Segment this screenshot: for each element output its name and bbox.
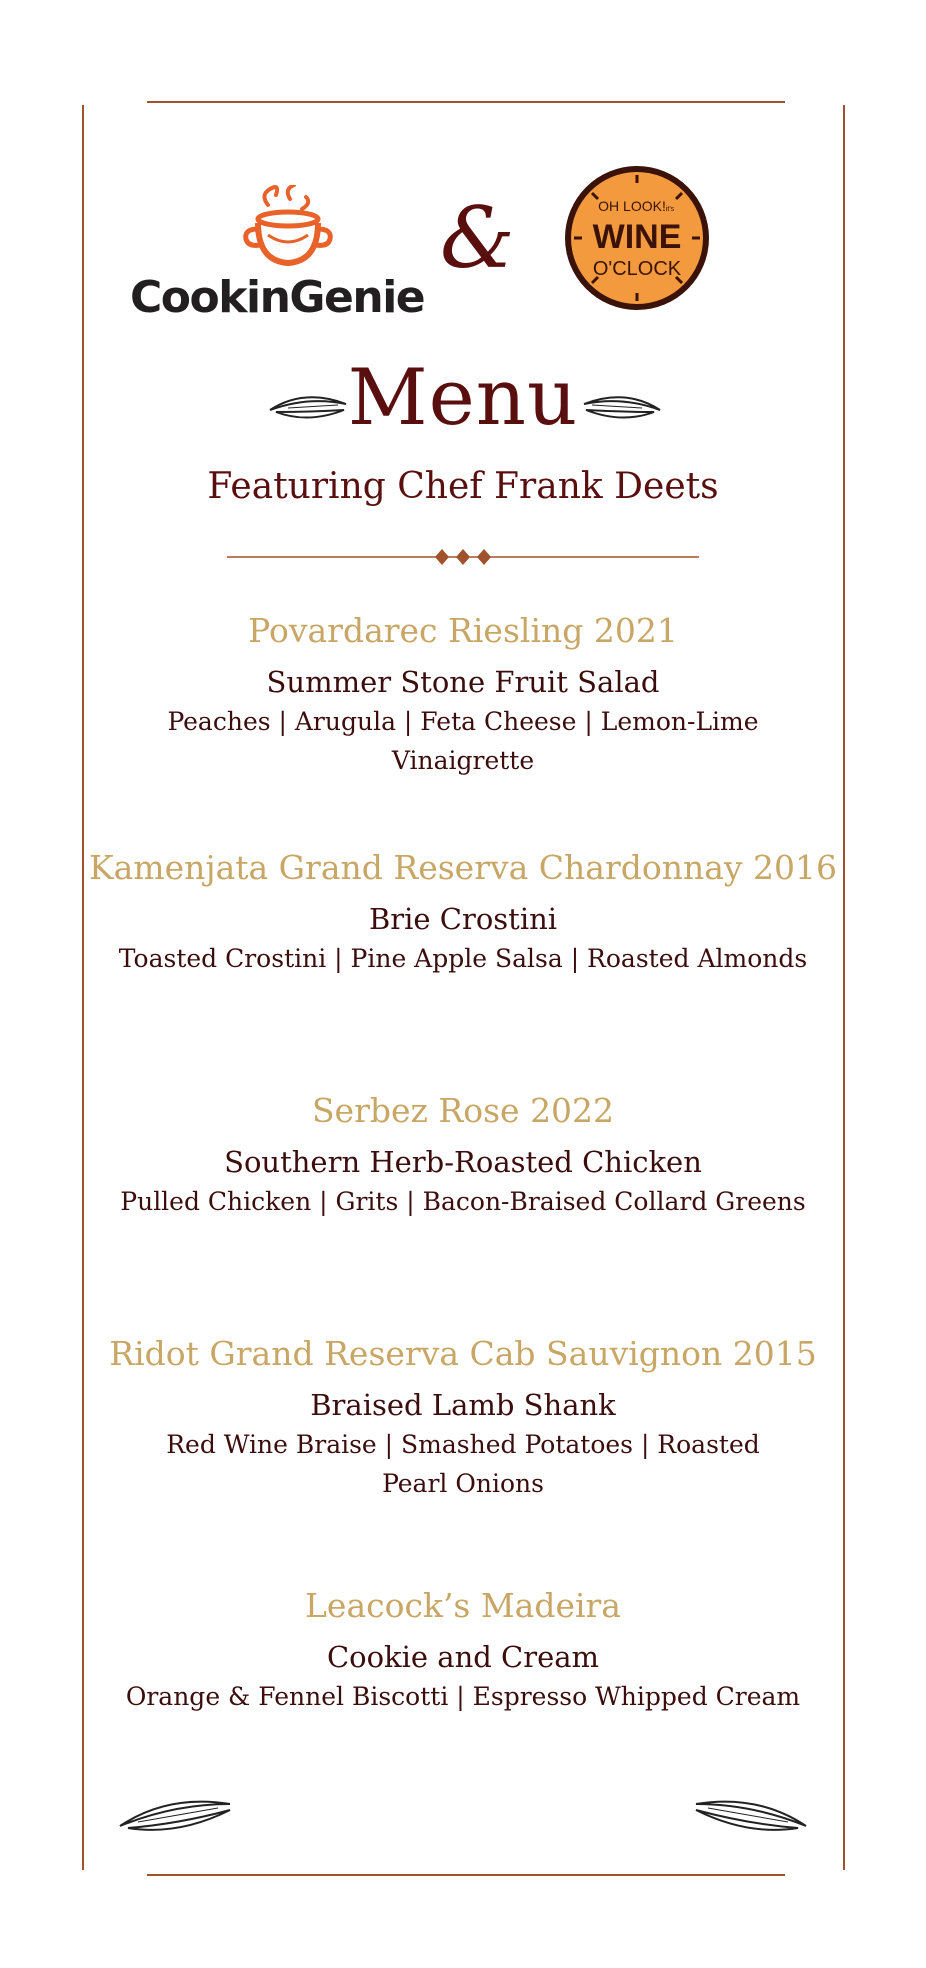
- wine-pairing: Ridot Grand Reserva Cab Sauvignon 2015: [109, 1334, 817, 1373]
- leaf-ornament-right-icon: [582, 390, 662, 424]
- cookingenie-logo: [130, 180, 430, 330]
- leaf-ornament-bottom-right-icon: [692, 1790, 808, 1836]
- dish-name: Brie Crostini: [368, 902, 558, 936]
- dish-description: Orange & Fennel Biscotti | Espresso Whipped Cream: [125, 1682, 801, 1711]
- course-4: [100, 1333, 826, 1503]
- leaf-ornament-bottom-left-icon: [118, 1790, 234, 1836]
- wine-pairing: Kamenjata Grand Reserva Chardonnay 2016: [88, 848, 838, 887]
- dish-name: Summer Stone Fruit Salad: [266, 665, 660, 699]
- course-1: [100, 610, 826, 780]
- dish-description: Red Wine Braise | Smashed Potatoes | Roasted Pearl Onions: [166, 1430, 760, 1498]
- wine-logo-line2: WINE: [592, 218, 682, 256]
- leaf-ornament-left-icon: [268, 390, 348, 424]
- dish-name: Braised Lamb Shank: [310, 1388, 616, 1422]
- wine-logo-line1-small: it's: [665, 206, 675, 213]
- page-title: Menu: [347, 353, 579, 443]
- course-3: [100, 1090, 826, 1221]
- wine-pairing: Leacock’s Madeira: [305, 1586, 621, 1625]
- bottom-border: [147, 1874, 785, 1876]
- cooking-pot-icon: [238, 185, 338, 275]
- wine-oclock-logo: [562, 163, 712, 313]
- wine-logo-line1: OH LOOK!: [598, 198, 666, 214]
- course-5: [100, 1585, 826, 1716]
- title-row: [0, 348, 926, 448]
- chef-subtitle: Featuring Chef Frank Deets: [207, 466, 719, 507]
- diamond-divider: [227, 542, 699, 572]
- dish-description: Peaches | Arugula | Feta Cheese | Lemon-Lime Vinaigrette: [167, 707, 759, 775]
- wine-pairing: Povardarec Riesling 2021: [248, 611, 678, 650]
- cookingenie-wordmark: CookinGenie: [130, 272, 425, 323]
- dish-description: Pulled Chicken | Grits | Bacon-Braised Collard Greens: [120, 1187, 806, 1216]
- top-border: [147, 101, 785, 103]
- wine-pairing: Serbez Rose 2022: [311, 1091, 615, 1130]
- dish-description: Toasted Crostini | Pine Apple Salsa | Roasted Almonds: [118, 944, 808, 973]
- dish-name: Southern Herb-Roasted Chicken: [224, 1145, 702, 1179]
- wine-logo-line3: O'CLOCK: [592, 258, 682, 280]
- ampersand: &: [440, 189, 515, 287]
- dish-name: Cookie and Cream: [326, 1640, 600, 1674]
- course-2: [88, 847, 838, 978]
